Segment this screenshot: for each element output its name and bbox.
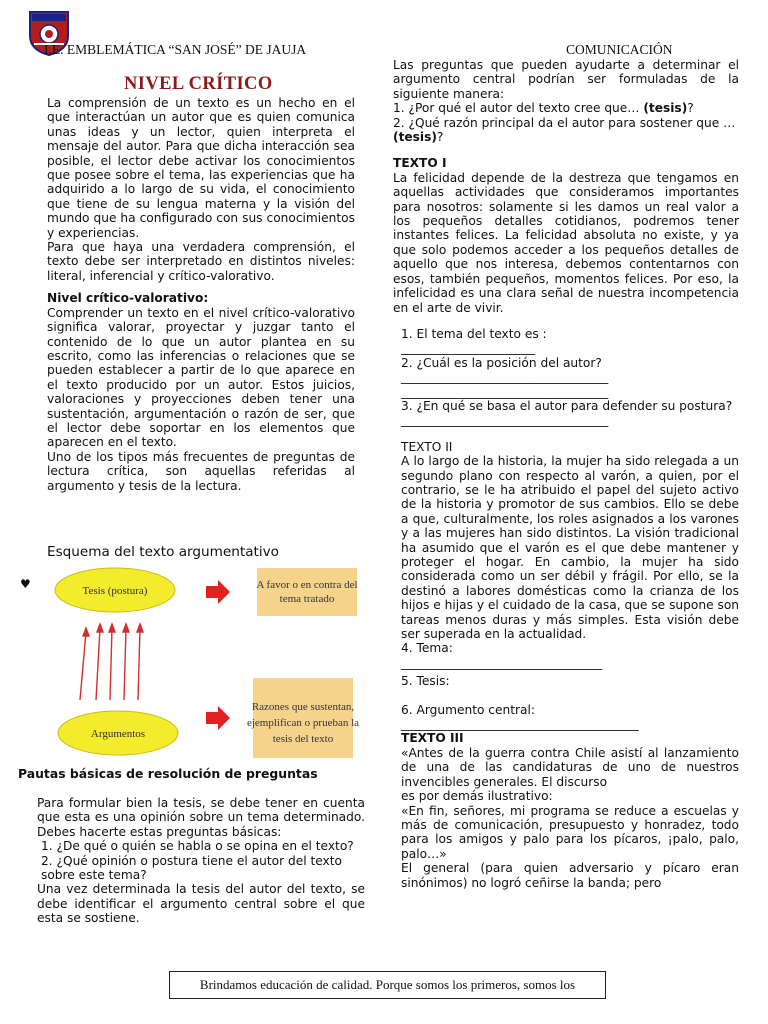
question-2: 2. ¿Qué razón principal da el autor para sostener que … (tesis)? [393,115,736,145]
afavor-label-2: tema tratado [279,593,335,605]
intro-paragraph: La comprensión de un texto es un hecho en el que interactúan un autor que es quien comunica unas ideas y un lector, quien interpreta el mensaje del autor. Para que dicha interacción sea posible, el lector debe activar los conocimientos que posee sobre el tema, las experiencias que ha adquirido a lo largo de su vida, el conocimiento que tiene de su lengua materna y la visión del mundo que ha configurado con sus conocimientos y experiencias. [47,96,355,240]
pautas-outro: Una vez determinada la tesis del autor del texto, se debe identificar el argumento central sobre el que esta se sostiene. [37,882,365,926]
answer-line-p2b: __________________________________ [401,384,609,399]
argument-diagram [40,560,370,760]
question-p1: 1. El tema del texto es : [401,326,547,341]
footer-slogan [169,971,606,999]
right-intro: Las preguntas que pueden ayudarte a determinar el argumento central podrían ser formuladas de la siguiente manera: [393,58,739,101]
question-p4: 4. Tema: [401,641,453,656]
answer-line-p2a: __________________________________ [401,370,609,385]
texto3-body-a: «Antes de la guerra contra Chile asistí al lanzamiento de una de las candidaturas de uno de nuestros invencibles generales. El discurso [401,745,739,789]
pautas-title: Pautas básicas de resolución de preguntas [18,766,318,781]
support-arrows [80,624,143,700]
esquema-title: Esquema del texto argumentativo [47,544,280,560]
razones-label-3: tesis del texto [272,733,334,745]
argumentos-label: Argumentos [90,728,146,740]
pautas-intro: Para formular bien la tesis, se debe tener en cuenta que esta es una opinión sobre un tema determinado. Debes hacerte estas preguntas básicas: [37,796,365,839]
nivel-body-2: Uno de los tipos más frecuentes de preguntas de lectura crítica, son aquellas referidas al argumento y tesis de la lectura. [47,449,355,493]
heart-bullet: ♥ [20,577,31,591]
answer-line-p4: _________________________________ [401,655,603,670]
left-column [47,96,355,493]
texto2-title: TEXTO II [401,439,453,454]
texto3-body-b: es por demás ilustrativo: [401,789,553,804]
pautas-section [37,796,365,926]
school-name: I.E. EMBLEMÁTICA “SAN JOSÉ” DE JAUJA [44,42,307,57]
nivel-heading: Nivel crítico-valorativo: [47,291,209,306]
texto3-body-c: «En fin, señores, mi programa se reduce a escuelas y más de comunicación, presupuesto y honradez, todo para los amigos y palo para los pícaros, ¡palo, palo, palo…» [401,803,739,861]
afavor-label-1: A favor o en contra del [256,579,358,591]
nivel-body: Comprender un texto en el nivel crítico-valorativo significa valorar, proyectar y juzgar tanto el contenido de lo que un autor plantea en su escrito, como las inferencias o relaciones que se pueden establecer a partir de lo que aparece en el texto producido por un autor. Estos juicios, valoraciones y proyecciones deben tener una sustentación, argumentación o razón de ser, que el lector debe soportar en los elementos que aparecen en el texto. [47,305,355,450]
page-title: NIVEL CRÍTICO [124,74,273,94]
intro-paragraph-2: Para que haya una verdadera comprensión, el texto debe ser interpretado en distintos niveles: literal, inferencial y crítico-valorativo. [47,240,355,283]
pauta-1: 1. ¿De qué o quién se habla o se opina en el texto? [41,839,354,854]
question-p3: 3. ¿En qué se basa el autor para defender su postura? [401,398,733,413]
subject-name: COMUNICACIÓN [566,42,673,57]
pauta-2: 2. ¿Qué opinión o postura tiene el autor del texto sobre este tema? [41,853,342,883]
afavor-box [257,568,357,616]
answer-line-p6: _______________________________________ [401,717,639,732]
texto2-body: A lo largo de la historia, la mujer ha sido relegada a un segundo plano con respecto al varón, a quien, por el contrario, se le ha atribuido el papel del sujeto activo de la historia y promotor de sus cambios. Ello se debe a que, culturalmente, los roles asignados a los varones y a las mujeres han sido distintos. La visión tradicional ha asumido que el varón es el que debe mantener y proteger el hogar. En cambio, la mujer ha sido considerada como un ser débil y frágil. Por ello, se la destinó a labores domésticas como la crianza de los hijos e hijas y el cuidado de la casa, que se supone son tareas menos duras y más simples. Esta visión debe ser superada en la actualidad. [401,454,739,642]
footer-text: Brindamos educación de calidad. Porque somos los primeros, somos los [199,977,576,992]
question-p5: 5. Tesis: [401,674,450,689]
answer-line-p3: __________________________________ [401,413,609,428]
tesis-label: Tesis (postura) [82,585,148,597]
answer-line-p1: ______________________ [401,341,536,356]
texto1-body: La felicidad depende de la destreza que tengamos en aquellas actividades que consideramos importantes para nosotros: solamente si les damos un real valor a los pequeños detalles cotidianos, podremos tener instantes felices. La felicidad absoluta no existe, y ya que solo podemos acceder a los pequeños detalles de aquello que nos interesa, debemos contentarnos con esos, también pequeños, momentos felices. Por eso, la infelicidad es una clara señal de nuestra incompetencia en el arte de vivir. [393,170,739,315]
razones-label-2: ejemplifican o prueban la [246,717,360,729]
arrow-bottom [206,706,230,730]
texto1-title: TEXTO I [393,156,447,171]
right-column [393,58,739,890]
question-1: 1. ¿Por qué el autor del texto cree que… (tesis)? [393,101,694,116]
question-p6: 6. Argumento central: [401,702,535,717]
arrow-top [206,580,230,604]
razones-label-1: Razones que sustentan, [251,701,355,713]
texto3-body-d: El general (para quien adversario y pícaro eran sinónimos) no logró ceñirse la banda; pero [401,861,739,890]
question-p2: 2. ¿Cuál es la posición del autor? [401,355,602,370]
texto3-title: TEXTO III [401,731,464,746]
